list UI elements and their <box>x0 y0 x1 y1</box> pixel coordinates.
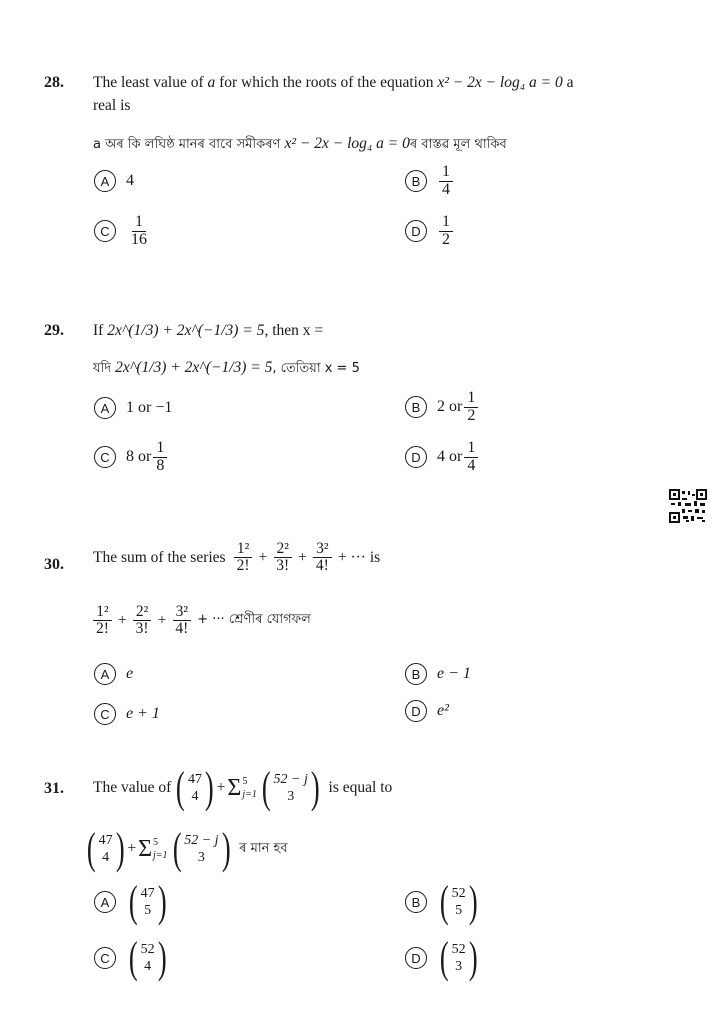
option-d[interactable] <box>405 933 480 982</box>
question-number: 31. <box>44 780 64 797</box>
option-a[interactable] <box>94 877 169 926</box>
binomial: ( 52 − j 3 ) <box>172 824 231 873</box>
binomial: ( 52 5 ) <box>439 877 478 926</box>
question-text-as: যদি 2x^(1/3) + 2x^(−1/3) = 5, তেতিয়া x = 5 <box>93 359 360 376</box>
binomial: ( 47 5 ) <box>128 877 167 926</box>
question-text-en: If 2x^(1/3) + 2x^(−1/3) = 5, then x = <box>93 322 324 339</box>
option-value: 4 <box>126 172 134 189</box>
option-d[interactable] <box>405 214 455 249</box>
option-value: 1 or −1 <box>126 399 173 416</box>
option-b[interactable] <box>405 663 471 685</box>
question-text-en: The sum of the series $\frac{\text{1²}}{2!}$ + $\frac{\text{2²}}{3!}$ + $\frac{\text{3²}}{4!}$ + ··· is <box>93 540 381 575</box>
fraction: $\frac{1}{16}$ <box>131 213 147 248</box>
qr-code-icon <box>669 489 707 523</box>
option-b[interactable] <box>405 164 455 199</box>
option-letter: B <box>405 663 427 685</box>
option-letter: A <box>94 397 116 419</box>
fraction: $\frac{1}{4}$ <box>439 164 453 199</box>
fraction: $\frac{1}{2}$ <box>464 390 478 425</box>
series-term: $\frac{\text{1²}}{2!}$ <box>234 541 253 575</box>
option-value: e <box>126 665 134 682</box>
option-c[interactable] <box>94 703 160 725</box>
fraction: $\frac{1}{8}$ <box>153 440 167 475</box>
option-d[interactable]: D 4 or $\frac{1}{4}$ <box>405 440 480 475</box>
option-a[interactable] <box>94 170 134 192</box>
binomial: ( 52 − j 3 ) <box>261 763 320 812</box>
option-c[interactable] <box>94 933 169 982</box>
sigma-sum: Σ 5 j=1 <box>138 836 168 862</box>
option-d[interactable] <box>405 700 449 722</box>
question-text-as: $\frac{\text{1²}}{2!}$ + $\frac{\text{2²}}{3!}$ + $\frac{\text{3²}}{4!}$ + ··· শ্ৰেণীৰ যোগফল <box>91 604 311 638</box>
binomial: ( 52 4 ) <box>128 933 167 982</box>
binomial: ( 47 4 ) <box>176 763 214 812</box>
question-number: 30. <box>44 556 64 573</box>
option-letter: A <box>94 663 116 685</box>
question-text-en-line2: real is <box>93 97 131 114</box>
option-c[interactable]: C 8 or $\frac{1}{8}$ <box>94 440 169 475</box>
question-text-as: ( 47 4 ) + Σ 5 j=1 ( 52 − j 3 ) ৰ মান হব <box>84 827 288 871</box>
option-letter: D <box>405 446 427 468</box>
question-number: 28. <box>44 74 64 91</box>
question-text-en: The least value of a for which the roots of the equation x² − 2x − log₄ a = 0 a <box>93 74 574 91</box>
binomial: ( 52 3 ) <box>439 933 478 982</box>
series-term: $\frac{\text{2²}}{3!}$ <box>273 541 292 575</box>
option-letter: C <box>94 703 116 725</box>
option-letter: D <box>405 220 427 242</box>
series-term: $\frac{\text{3²}}{4!}$ <box>313 541 332 575</box>
series-term: $\frac{\text{1²}}{2!}$ <box>93 604 112 638</box>
option-b[interactable] <box>405 877 480 926</box>
question-text-as: a অৰ কি লঘিষ্ঠ মানৰ বাবে সমীকৰণ x² − 2x − log₄ a = 0ৰ বাস্তৱ মূল থাকিব <box>93 135 507 152</box>
option-letter: C <box>94 947 116 969</box>
option-value: e² <box>437 702 449 719</box>
option-letter: D <box>405 700 427 722</box>
option-letter: A <box>94 891 116 913</box>
option-letter: A <box>94 170 116 192</box>
binomial: ( 47 4 ) <box>86 824 125 873</box>
option-letter: D <box>405 947 427 969</box>
question-text-en: The value of ( 47 4 ) + Σ 5 j=1 ( 52 − j 3 ) is equal to <box>93 763 393 812</box>
question-number: 29. <box>44 322 64 339</box>
option-c[interactable] <box>94 214 152 249</box>
option-letter: B <box>405 396 427 418</box>
series-term: $\frac{\text{2²}}{3!}$ <box>133 604 152 638</box>
sigma-sum: Σ 5 j=1 <box>227 775 257 801</box>
option-letter: B <box>405 170 427 192</box>
option-letter: C <box>94 220 116 242</box>
option-value: e − 1 <box>437 665 471 682</box>
fraction: $\frac{1}{2}$ <box>439 214 453 249</box>
series-term: $\frac{\text{3²}}{4!}$ <box>172 604 191 638</box>
option-value: e + 1 <box>126 705 160 722</box>
option-a[interactable] <box>94 663 133 685</box>
option-b[interactable]: B 2 or $\frac{1}{2}$ <box>405 390 480 425</box>
option-letter: C <box>94 446 116 468</box>
fraction: $\frac{1}{4}$ <box>464 440 478 475</box>
option-letter: B <box>405 891 427 913</box>
option-a[interactable] <box>94 397 172 419</box>
